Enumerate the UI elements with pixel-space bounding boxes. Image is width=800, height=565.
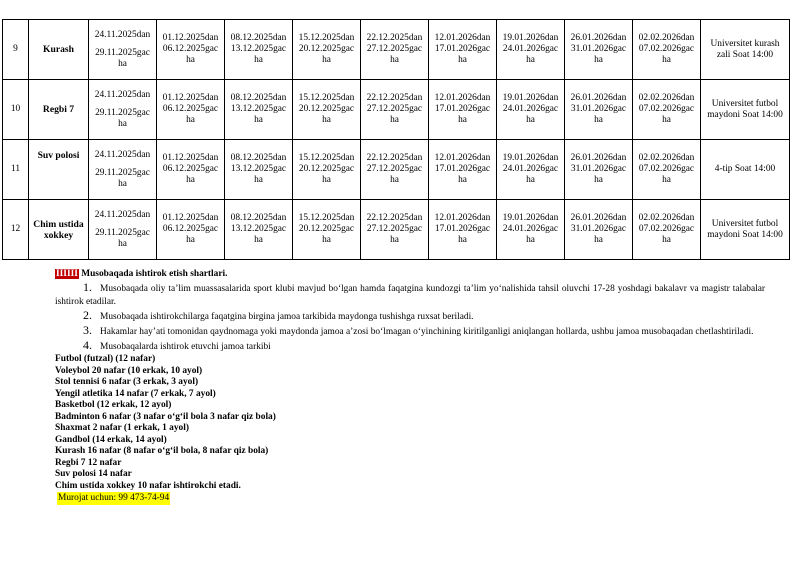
week-range-cell [157, 200, 225, 260]
week-range-cell [633, 80, 701, 140]
team-line: Yengil atletika 14 nafar (7 erkak, 7 ayol) [55, 388, 216, 399]
table-row [3, 200, 790, 260]
conditions-title: Musobaqada ishtirok etish shartlari. [81, 269, 228, 279]
row-number: 9 [3, 20, 29, 80]
week-start: 19.01.2026dan [502, 213, 559, 223]
week-end: 20.12.2025gac ha [298, 164, 355, 185]
start-date: 24.11.2025dan [94, 210, 151, 220]
week-range-cell [157, 140, 225, 200]
row-number: 10 [3, 80, 29, 140]
condition-item-4: 4. Musobaqalarda ishtirok etuvchi jamoa tarkibi [83, 338, 271, 352]
week-end: 13.12.2025gac ha [230, 104, 287, 125]
week-start: 15.12.2025dan [298, 93, 355, 103]
red-highlight-mark: IIIIII [56, 269, 78, 279]
week-end: 17.01.2026gac ha [434, 224, 491, 245]
team-line: Kurash 16 nafar (8 nafar o‘g‘il bola, 8 nafar qiz bola) [55, 446, 269, 456]
week-end: 13.12.2025gac ha [230, 164, 287, 185]
week-range-cell [429, 20, 497, 80]
week-end: 24.01.2026gac ha [502, 164, 559, 185]
week-start: 15.12.2025dan [298, 213, 355, 223]
week-end: 17.01.2026gac ha [434, 164, 491, 185]
week-range-cell [293, 80, 361, 140]
team-line: Futbol (futzal) (12 nafar) [55, 354, 156, 364]
venue-time: Universitet kurash zali Soat 14:00 [701, 20, 790, 80]
week-start: 02.02.2026dan [638, 153, 695, 163]
week-end: 07.02.2026gac ha [638, 224, 695, 245]
week-range-cell [225, 80, 293, 140]
week-end: 31.01.2026gac ha [570, 164, 627, 185]
week-end: 13.12.2025gac ha [230, 224, 287, 245]
team-line: Regbi 7 12 nafar [55, 457, 122, 468]
team-line: Stol tennisi 6 nafar (3 erkak, 3 ayol) [55, 377, 199, 387]
sport-name: Chim ustida xokkey [29, 200, 89, 260]
week-range-cell [361, 80, 429, 140]
schedule-table [2, 19, 790, 260]
week-start: 19.01.2026dan [502, 33, 559, 43]
end-date: 29.11.2025gac ha [95, 108, 150, 129]
week-start: 15.12.2025dan [298, 153, 355, 163]
week-start: 01.12.2025dan [162, 153, 219, 163]
week-range-cell [565, 140, 633, 200]
week-start: 15.12.2025dan [298, 33, 355, 43]
venue-time: 4-tip Soat 14:00 [701, 140, 790, 200]
week-end: 27.12.2025gac ha [366, 44, 423, 65]
week-start: 12.01.2026dan [434, 213, 491, 223]
week-range-cell [565, 20, 633, 80]
week-range-cell [361, 140, 429, 200]
week-start: 01.12.2025dan [162, 213, 219, 223]
week-start: 22.12.2025dan [366, 93, 423, 103]
week-end: 27.12.2025gac ha [366, 104, 423, 125]
team-line: Voleybol 20 nafar (10 erkak, 10 ayol) [55, 365, 203, 376]
venue-time: Universitet futbol maydoni Soat 14:00 [701, 200, 790, 260]
week-start: 08.12.2025dan [230, 93, 287, 103]
week-start: 01.12.2025dan [162, 33, 219, 43]
table-row [3, 140, 790, 200]
week-start: 02.02.2026dan [638, 213, 695, 223]
week-end: 17.01.2026gac ha [434, 104, 491, 125]
week-end: 07.02.2026gac ha [638, 104, 695, 125]
week-start: 22.12.2025dan [366, 213, 423, 223]
week-start: 02.02.2026dan [638, 93, 695, 103]
week-start: 26.01.2026dan [570, 153, 627, 163]
week-end: 31.01.2026gac ha [570, 44, 627, 65]
start-date: 24.11.2025dan [94, 90, 151, 100]
week-range-cell [429, 200, 497, 260]
week-start: 01.12.2025dan [162, 93, 219, 103]
team-line: Shaxmat 2 nafar (1 erkak, 1 ayol) [55, 423, 189, 433]
week-start: 26.01.2026dan [570, 93, 627, 103]
week-start: 26.01.2026dan [570, 213, 627, 223]
week-end: 06.12.2025gac ha [162, 44, 219, 65]
condition-item-3: 3. Hakamlar hay’ati tomonidan qaydnomaga yoki maydonda jamoa a’zosi bo‘lmagan o‘yinchining kiritilganligi aniqlangan hollarda, ushbu jamoa musobaqadan chetlashtiriladi. [83, 323, 754, 337]
conditions-heading [55, 268, 765, 281]
team-line: Suv polosi 14 nafar [55, 469, 132, 479]
week-start: 08.12.2025dan [230, 213, 287, 223]
week-start: 19.01.2026dan [502, 93, 559, 103]
week-range-cell [497, 200, 565, 260]
registration-dates [89, 200, 157, 260]
week-range-cell [429, 80, 497, 140]
team-composition-list [55, 354, 765, 492]
end-date: 29.11.2025gac ha [95, 48, 150, 69]
table-row [3, 80, 790, 140]
team-line: Gandbol (14 erkak, 14 ayol) [55, 434, 167, 445]
week-end: 24.01.2026gac ha [502, 44, 559, 65]
week-end: 27.12.2025gac ha [366, 164, 423, 185]
week-end: 20.12.2025gac ha [298, 104, 355, 125]
week-start: 12.01.2026dan [434, 93, 491, 103]
week-range-cell [565, 80, 633, 140]
team-line: Chim ustida xokkey 10 nafar ishtirokchi etadi. [55, 480, 241, 491]
week-start: 22.12.2025dan [366, 153, 423, 163]
week-end: 20.12.2025gac ha [298, 224, 355, 245]
week-end: 24.01.2026gac ha [502, 224, 559, 245]
week-start: 19.01.2026dan [502, 153, 559, 163]
week-start: 02.02.2026dan [638, 33, 695, 43]
week-range-cell [361, 20, 429, 80]
registration-dates [89, 20, 157, 80]
week-range-cell [225, 200, 293, 260]
week-end: 06.12.2025gac ha [162, 164, 219, 185]
week-range-cell [225, 20, 293, 80]
week-range-cell [633, 200, 701, 260]
week-range-cell [225, 140, 293, 200]
team-line: Basketbol (12 erkak, 12 ayol) [55, 400, 172, 410]
week-start: 12.01.2026dan [434, 33, 491, 43]
week-start: 08.12.2025dan [230, 33, 287, 43]
week-end: 17.01.2026gac ha [434, 44, 491, 65]
week-end: 20.12.2025gac ha [298, 44, 355, 65]
week-range-cell [429, 140, 497, 200]
week-range-cell [361, 200, 429, 260]
week-end: 31.01.2026gac ha [570, 224, 627, 245]
week-range-cell [497, 80, 565, 140]
week-range-cell [157, 20, 225, 80]
week-start: 26.01.2026dan [570, 33, 627, 43]
start-date: 24.11.2025dan [94, 30, 151, 40]
week-range-cell [633, 20, 701, 80]
row-number: 12 [3, 200, 29, 260]
contact-phone: Murojat uchun: 99 473-74-94 [58, 493, 170, 503]
week-range-cell [497, 20, 565, 80]
week-range-cell [293, 20, 361, 80]
week-start: 12.01.2026dan [434, 153, 491, 163]
week-end: 07.02.2026gac ha [638, 164, 695, 185]
start-date: 24.11.2025dan [94, 150, 151, 160]
week-end: 31.01.2026gac ha [570, 104, 627, 125]
week-range-cell [293, 140, 361, 200]
registration-dates [89, 80, 157, 140]
sport-name: Regbi 7 [29, 80, 89, 140]
participation-conditions [55, 268, 765, 505]
week-start: 22.12.2025dan [366, 33, 423, 43]
week-end: 06.12.2025gac ha [162, 104, 219, 125]
end-date: 29.11.2025gac ha [95, 228, 150, 249]
week-end: 13.12.2025gac ha [230, 44, 287, 65]
week-start: 08.12.2025dan [230, 153, 287, 163]
venue-time: Universitet futbol maydoni Soat 14:00 [701, 80, 790, 140]
week-range-cell [293, 200, 361, 260]
condition-item-1: 1. Musobaqada oliy ta’lim muassasalarida sport klubi mavjud bo‘lgan hamda faqatgina kundozgi ta’lim yo‘nalishida tahsil oluvchi 17-28 yoshdagi bakalavr va magistr talabalar ishtirok etadilar. [55, 280, 765, 307]
table-row [3, 20, 790, 80]
team-line: Badminton 6 nafar (3 nafar o‘g‘il bola 3 nafar qiz bola) [55, 411, 276, 422]
week-range-cell [497, 140, 565, 200]
end-date: 29.11.2025gac ha [95, 168, 150, 189]
condition-item-2: 2. Musobaqada ishtirokchilarga faqatgina birgina jamoa tarkibida maydonga tushishga ruxsat beriladi. [83, 308, 474, 322]
week-range-cell [633, 140, 701, 200]
sport-name: Kurash [29, 20, 89, 80]
week-end: 06.12.2025gac ha [162, 224, 219, 245]
sport-name: Suv polosi [29, 140, 89, 200]
week-end: 07.02.2026gac ha [638, 44, 695, 65]
week-end: 27.12.2025gac ha [366, 224, 423, 245]
week-end: 24.01.2026gac ha [502, 104, 559, 125]
week-range-cell [565, 200, 633, 260]
week-range-cell [157, 80, 225, 140]
row-number: 11 [3, 140, 29, 200]
registration-dates [89, 140, 157, 200]
